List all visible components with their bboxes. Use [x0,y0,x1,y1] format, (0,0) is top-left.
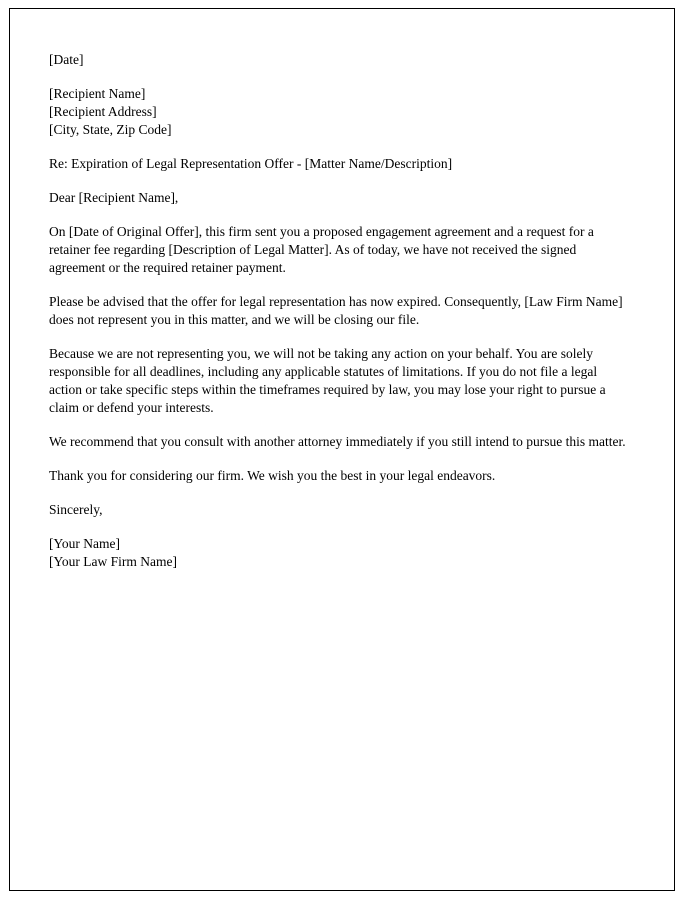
signature-block [49,535,632,571]
recipient-city-state-zip-line: [City, State, Zip Code] [49,122,172,137]
date-line: [Date] [49,52,84,67]
signature-firm-line: [Your Law Firm Name] [49,554,177,569]
body-paragraph-3: Because we are not representing you, we will not be taking any action on your behalf. You are solely responsible for all deadlines, including any applicable statutes of limitations. If you do not file a legal action or take specific steps within the timeframes required by law, you may lose your right to pursue a claim or defend your interests. [49,346,606,415]
body-paragraph-5: Thank you for considering our firm. We wish you the best in your legal endeavors. [49,468,496,483]
body-paragraph-2: Please be advised that the offer for legal representation has now expired. Consequently, [Law Firm Name] does not represent you in this matter, and we will be closing our file. [49,294,623,327]
letter-page [9,8,675,891]
body-paragraph-4: We recommend that you consult with another attorney immediately if you still intend to pursue this matter. [49,434,626,449]
salutation: Dear [Recipient Name], [49,190,179,205]
subject-line: Re: Expiration of Legal Representation Offer - [Matter Name/Description] [49,156,453,171]
recipient-address-line: [Recipient Address] [49,104,157,119]
closing: Sincerely, [49,502,103,517]
recipient-address-block [49,85,632,139]
recipient-name-line: [Recipient Name] [49,86,146,101]
signature-name-line: [Your Name] [49,536,120,551]
body-paragraph-1: On [Date of Original Offer], this firm sent you a proposed engagement agreement and a request for a retainer fee regarding [Description of Legal Matter]. As of today, we have not received the signed agreement or the required retainer payment. [49,224,594,275]
